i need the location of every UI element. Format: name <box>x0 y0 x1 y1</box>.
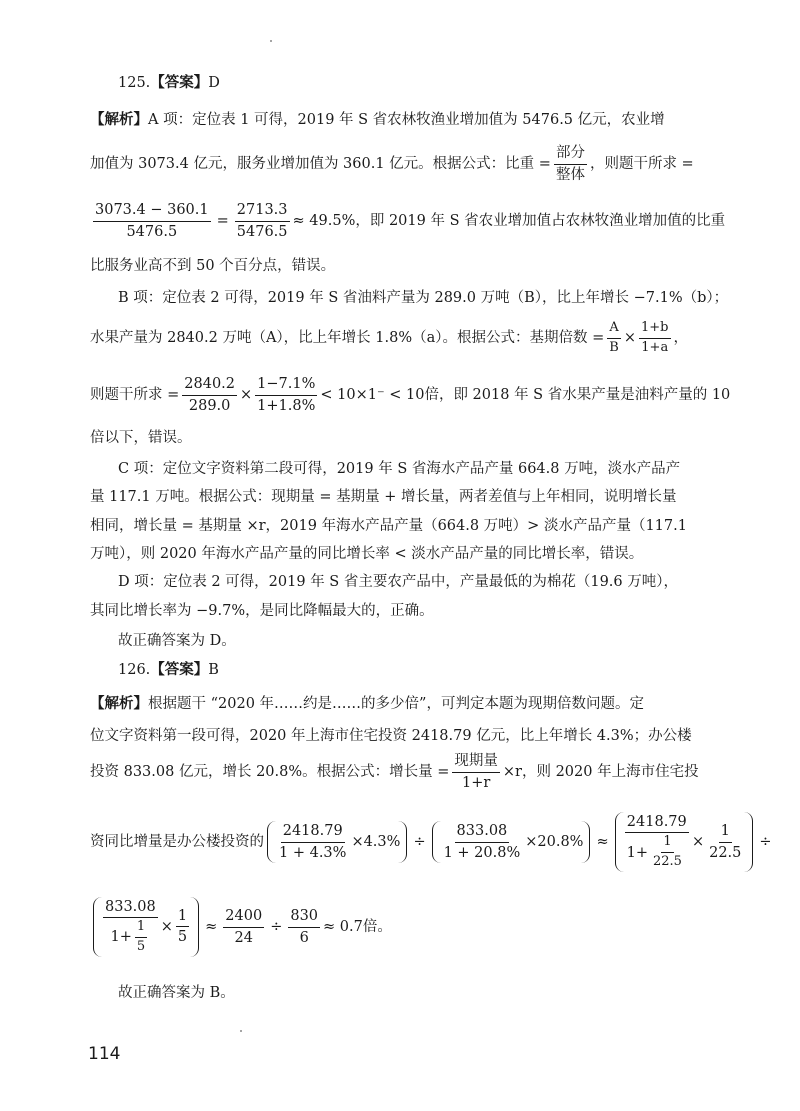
formula-fraction: 833.08 1+ $\frac{1}{5}$ <box>105 898 156 955</box>
formula-fraction: $\frac{1+b}{1+a}$ <box>641 319 669 355</box>
q125-analysis-line-12: 万吨），则 2020 年海水产品产量的同比增长率 < 淡水产品产量的同比增长率，错误。 <box>90 546 644 562</box>
q125-analysis-line-3: $\frac{3073.4 - 360.1}{5476.5}$ = $\frac{2713.3}{5476.5}$ ≈ 49.5%，即 2019 年 S 省农业增加值占农林牧渔业增加值的比重 <box>95 201 726 240</box>
formula-fraction: $\frac{1}{22.5}$ <box>653 834 682 870</box>
q125-header: 125. 【答案】 D <box>118 74 220 91</box>
q125-analysis-line-5: B 项：定位表 2 可得，2019 年 S 省油料产量为 289.0 万吨（B），比上年增长 −7.1%（b）； <box>118 290 729 306</box>
q125-analysis-line-8: 倍以下，错误。 <box>90 430 192 446</box>
q126-final-answer: 故正确答案为 B。 <box>118 985 235 1001</box>
q125-analysis-line-13: D 项：定位表 2 可得，2019 年 S 省主要农产品中，产量最低的为棉花（19.6 万吨）， <box>118 574 678 590</box>
q125-analysis-line-4: 比服务业高不到 50 个百分点，错误。 <box>90 258 336 274</box>
q125-analysis-line-1: 【解析】 A 项：定位表 1 可得，2019 年 S 省农林牧渔业增加值为 5476.5 亿元，农业增 <box>90 111 665 128</box>
q125-analysis-line-10: 量 117.1 万吨。根据公式：现期量 = 基期量 + 增长量，两者差值与上年相同，说明增长量 <box>90 489 677 505</box>
q125-final-answer: 故正确答案为 D。 <box>118 633 236 649</box>
q125-analysis-line-9: C 项：定位文字资料第二段可得，2019 年 S 省海水产品产量 664.8 万吨，淡水产品产 <box>118 461 681 477</box>
formula-fraction: $\frac{1-7.1\%}{1+1.8\%}$ <box>257 375 316 414</box>
formula-fraction: $\frac{2840.2}{289.0}$ <box>184 375 236 414</box>
q126-analysis-line-1: 【解析】 根据题干 “2020 年……约是……的多少倍”，可判定本题为现期倍数问题。定 <box>90 695 644 712</box>
q125-analysis-line-14: 其同比增长率为 −9.7%，是同比降幅最大的，正确。 <box>90 603 434 619</box>
formula-fraction: $\frac{2713.3}{5476.5}$ <box>236 201 288 240</box>
q126-analysis-line-2: 位文字资料第一段可得，2020 年上海市住宅投资 2418.79 亿元，比上年增长 4.3%；办公楼 <box>90 728 692 744</box>
formula-fraction: $\frac{\text{部分}}{\text{整体}}$ <box>555 144 585 183</box>
scan-speck <box>270 40 272 42</box>
formula-paren-group: 2418.79 1+ $\frac{1}{22.5}$ × $\frac{1}{22.5}$ <box>615 812 754 873</box>
formula-fraction: $\frac{1}{22.5}$ <box>709 822 742 861</box>
formula-fraction: $\frac{833.08}{1 + 20.8\%}$ <box>443 822 521 861</box>
formula-paren-group: 833.08 1+ $\frac{1}{5}$ × $\frac{1}{5}$ <box>93 897 199 958</box>
q126-analysis-line-4: 资同比增量是办公楼投资的 $\frac{2418.79}{1 + 4.3\%}$ ×4.3% ÷ $\frac{833.08}{1 + 20.8\%}$ ×20.8% ≈ 2418.79 1+ $\frac{1}{22.5}$ × $\frac{1}{22.5}$ ÷ <box>90 812 775 872</box>
formula-fraction: $\frac{1}{5}$ <box>177 907 188 946</box>
q125-analysis-line-6: 水果产量为 2840.2 万吨（A），比上年增长 1.8%（a）。根据公式：基期倍数 = $\frac{A}{B}$ × $\frac{1+b}{1+a}$ ， <box>90 319 688 355</box>
formula-paren-group: $\frac{2418.79}{1 + 4.3\%}$ ×4.3% <box>267 821 407 863</box>
q125-analysis-line-11: 相同，增长量 = 基期量 ×r，2019 年海水产品产量（664.8 万吨）> 淡水产品产量（117.1 <box>90 518 687 534</box>
formula-fraction: $\frac{A}{B}$ <box>609 319 619 355</box>
formula-fraction: 2418.79 1+ $\frac{1}{22.5}$ <box>626 813 687 870</box>
formula-fraction: $\frac{3073.4 - 360.1}{5476.5}$ <box>95 201 209 240</box>
q125-analysis-line-2: 加值为 3073.4 亿元，服务业增加值为 360.1 亿元。根据公式：比重 = $\frac{\text{部分}}{\text{整体}}$ ，则题干所求 = <box>90 144 694 183</box>
q126-analysis-line-3: 投资 833.08 亿元，增长 20.8%。根据公式：增长量 = $\frac{\text{现期量}}{1+r}$ ×r，则 2020 年上海市住宅投 <box>90 752 699 791</box>
formula-fraction: $\frac{1}{5}$ <box>136 919 146 955</box>
formula-fraction: $\frac{830}{6}$ <box>290 907 319 946</box>
page-number: 114 <box>88 1044 121 1064</box>
formula-paren-group: $\frac{833.08}{1 + 20.8\%}$ ×20.8% <box>432 821 591 863</box>
formula-fraction: $\frac{2400}{24}$ <box>225 907 263 946</box>
formula-fraction: $\frac{2418.79}{1 + 4.3\%}$ <box>279 822 347 861</box>
formula-fraction: $\frac{\text{现期量}}{1+r}$ <box>454 752 498 791</box>
q125-analysis-line-7: 则题干所求 = $\frac{2840.2}{289.0}$ × $\frac{1-7.1\%}{1+1.8\%}$ < 10×1⁻ < 10倍，即 2018 年 S 省水果产量是油料产量的 10 <box>90 375 731 414</box>
scan-speck <box>240 1030 242 1032</box>
q126-header: 126. 【答案】 B <box>118 661 219 678</box>
q126-analysis-line-5: 833.08 1+ $\frac{1}{5}$ × $\frac{1}{5}$ ≈ $\frac{2400}{24}$ ÷ $\frac{830}{6}$ ≈ 0.7倍。 <box>90 895 392 959</box>
